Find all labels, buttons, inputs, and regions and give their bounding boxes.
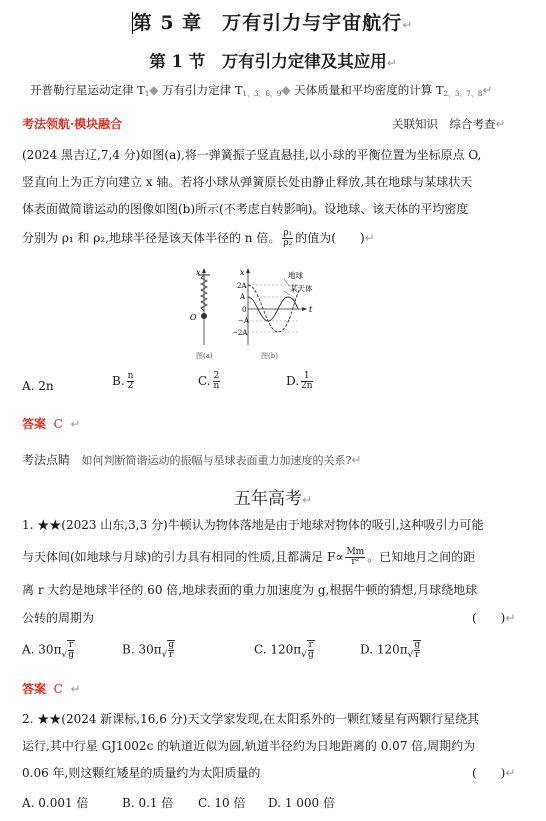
q2-line3: 0.06 年,则这颗红矮星的质量约为太阳质量的 — [22, 766, 261, 780]
svg-text:x: x — [240, 268, 245, 277]
topic-line: 开普勒行星运动定律 $T_1◆$ 万有引力定律 $T_{1、3、6、9}◆$ 天体质量和平均密度的计算 $T_{2、3、7、8}↵$ — [30, 83, 493, 98]
section-title: 第 1 节 万有引力定律及其应用↵ — [149, 52, 397, 71]
q0-option-c[interactable]: C. $\frac{2}{n}$ — [198, 371, 220, 391]
q0-option-b[interactable]: B. $\frac{n}{2}$ — [112, 371, 134, 391]
y-tick-negA: −A — [238, 317, 249, 325]
q1-bracket: ( )↵ — [472, 611, 516, 625]
rho-ratio-fraction: $\frac{\text{ρ₁}}{\text{ρ₂}}$ — [283, 228, 293, 248]
ball — [201, 313, 207, 319]
q2-option-b[interactable]: B. 0.1 倍 — [122, 796, 174, 810]
fig-a-origin: O — [190, 313, 197, 322]
chapter-title: 第 5 章 万有引力与宇宙航行↵ — [132, 12, 414, 34]
legend-body: 某天体 — [290, 284, 313, 293]
q1-answer: 答案 C ↵ — [22, 682, 81, 696]
q2-line2: 运行,其中行星 GJ1002c 的轨道近似为圆,轨道半径约为日地距离的 0.07 倍,周期约为 — [22, 739, 476, 753]
q1-option-b[interactable]: B. 30π√ $\frac{g}{r}$ — [122, 640, 175, 660]
text-cursor — [132, 12, 133, 34]
y-tick-A: A — [240, 293, 246, 301]
five-year-exam-title: 五年高考↵ — [233, 489, 313, 509]
fig-b-caption: 图(b) — [261, 352, 278, 360]
oscillation-figure — [186, 265, 336, 365]
y-tick-neg2A: −2A — [232, 329, 248, 337]
module-header: 考法领航·模块融合 — [22, 117, 123, 131]
related-knowledge: 关联知识 综合考查↵ — [392, 117, 506, 131]
legend-earth: 地球 — [288, 271, 303, 280]
fig-a-x-label: x — [196, 268, 201, 277]
y-tick-0: 0 — [242, 306, 247, 314]
q2-bracket: ( )↵ — [472, 766, 516, 780]
q0-line1: (2024 黑吉辽,7,4 分)如图(a),将一弹簧振子竖直悬挂,以小球的平衡位置为坐标原点 O, — [22, 148, 482, 162]
q1-line2: 与天体间(如地球与月球)的引力具有相同的性质,且都满足 F∝ $\frac{Mm}{\text{r²}}$ 。已知地月之间的距 — [22, 547, 476, 567]
q0-line2: 竖直向上为正方向建立 x 轴。若将小球从弹簧原长处由静止释放,其在地球与某球状天 — [22, 175, 473, 189]
q1-line1: 1. ★★(2023 山东,3,3 分)牛顿认为物体落地是由于地球对物体的吸引,这种吸引力可能 — [22, 518, 484, 532]
q0-option-d[interactable]: D. $\frac{1}{2n}$ — [286, 371, 313, 391]
q1-line4: 公转的周期为 — [22, 611, 95, 625]
q2-option-d[interactable]: D. 1 000 倍 — [268, 796, 335, 810]
q2-line1: 2. ★★(2024 新课标,16,6 分)天文学家发现,在太阳系外的一颗红矮星有两颗行星绕其 — [22, 712, 480, 726]
q0-line3: 体表面做简谐运动的图像如图(b)所示(不考虑自转影响)。设地球、该天体的平均密度 — [22, 202, 469, 216]
q1-option-a[interactable]: A. 30π√ $\frac{r}{g}$ — [22, 640, 74, 660]
q2-option-c[interactable]: C. 10 倍 — [198, 796, 246, 810]
q2-option-a[interactable]: A. 0.001 倍 — [22, 796, 89, 810]
q1-option-d[interactable]: D. 120π√ $\frac{g}{r}$ — [360, 640, 421, 660]
y-tick-2A: 2A — [237, 282, 247, 290]
tip-line: 考法点睛 如何判断简谐运动的振幅与星球表面重力加速度的关系?↵ — [22, 453, 362, 467]
q0-answer: 答案 C ↵ — [22, 417, 81, 431]
q0-line4: 分别为 ρ₁ 和 ρ₂,地球半径是该天体半径的 n 倍。 $\frac{\text{ρ₁}}{\text{ρ₂}}$ 的值为( )↵ — [22, 228, 375, 248]
fig-b-t-label: t — [309, 305, 313, 314]
q1-line3: 离 r 大约是地球半径的 60 倍,地球表面的重力加速度为 g,根据牛顿的猜想,月球绕地球 — [22, 583, 478, 597]
fig-a-caption: 图(a) — [196, 352, 213, 360]
q0-option-a[interactable]: A. 2n — [22, 379, 54, 393]
q1-option-c[interactable]: C. 120π√ $\frac{r}{g}$ — [254, 640, 314, 660]
